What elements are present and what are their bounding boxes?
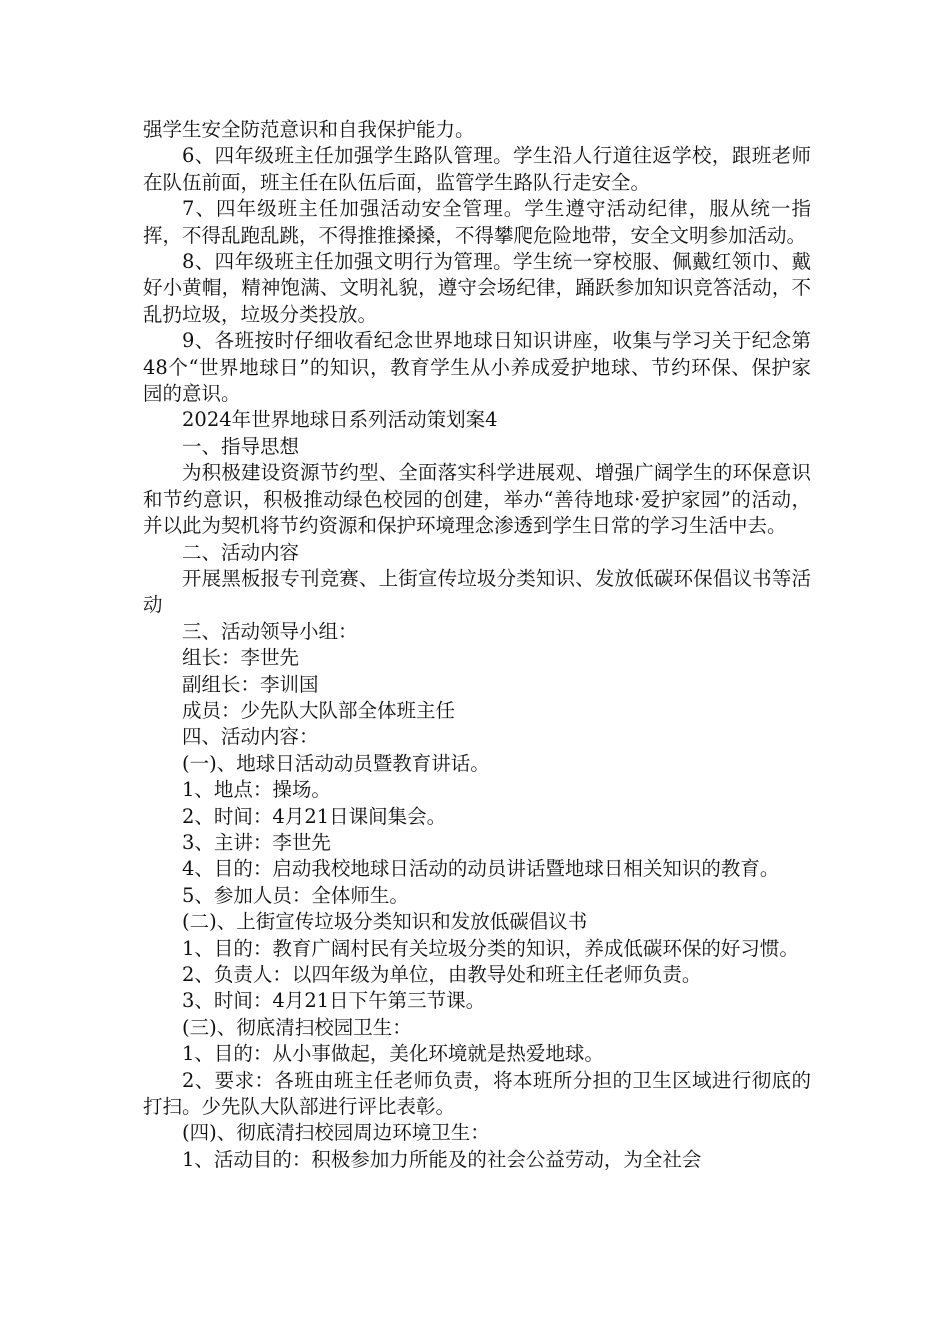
paragraph: 1、目的：从小事做起，美化环境就是热爱地球。 [182, 1042, 604, 1066]
paragraph: 为积极建设资源节约型、全面落实科学进展观、增强广阔学生的环保意识和节约意识，积极推动绿色校园的创建，举办“善待地球·爱护家园”的活动，并以此为契机将节约资源和保护环境理念渗透到学生日常的学习生活中去。 [143, 461, 811, 538]
paragraph: 3、主讲：李世先 [182, 830, 331, 854]
paragraph: (二)、上街宣传垃圾分类知识和发放低碳倡议书 [182, 910, 588, 934]
paragraph: 9、各班按时仔细收看纪念世界地球日知识讲座，收集与学习关于纪念第48个“世界地球日”的知识，教育学生从小养成爱护地球、节约环保、保护家园的意识。 [143, 329, 811, 406]
paragraph: 强学生安全防范意识和自我保护能力。 [143, 118, 475, 141]
paragraph: 三、活动领导小组： [182, 619, 358, 643]
paragraph: 副组长：李训国 [182, 672, 319, 696]
paragraph: 1、目的：教育广阔村民有关垃圾分类的知识，养成低碳环保的好习惯。 [182, 936, 799, 960]
document-body [143, 117, 811, 1173]
paragraph: 2、要求：各班由班主任老师负责，将本班所分担的卫生区域进行彻底的打扫。少先队大队部进行评比表彰。 [143, 1068, 811, 1119]
paragraph: 2、时间：4月21日课间集会。 [182, 804, 447, 828]
paragraph: 四、活动内容： [182, 725, 319, 749]
paragraph: 1、活动目的：积极参加力所能及的社会公益劳动，为全社会 [182, 1147, 702, 1171]
paragraph: 开展黑板报专刊竞赛、上街宣传垃圾分类知识、发放低碳环保倡议书等活动 [143, 566, 811, 617]
paragraph: 1、地点：操场。 [182, 778, 331, 802]
paragraph: (四)、彻底清扫校园周边环境卫生： [182, 1121, 490, 1145]
paragraph: 8、四年级班主任加强文明行为管理。学生统一穿校服、佩戴红领巾、戴好小黄帽，精神饱满、文明礼貌，遵守会场纪律，踊跃参加知识竞答活动，不乱扔垃圾，垃圾分类投放。 [143, 250, 811, 326]
paragraph: 成员：少先队大队部全体班主任 [182, 698, 456, 722]
paragraph: 一、指导思想 [182, 434, 300, 458]
paragraph: 组长：李世先 [182, 646, 300, 670]
paragraph: 2、负责人：以四年级为单位，由教导处和班主任老师负责。 [182, 963, 702, 986]
paragraph: 2024年世界地球日系列活动策划案4 [182, 408, 498, 432]
paragraph: 二、活动内容 [182, 540, 300, 564]
paragraph: (一)、地球日活动动员暨教育讲话。 [182, 751, 490, 775]
paragraph: 6、四年级班主任加强学生路队管理。学生沿人行道往返学校，跟班老师在队伍前面，班主任在队伍后面，监管学生路队行走安全。 [143, 144, 811, 194]
paragraph: 4、目的：启动我校地球日活动的动员讲话暨地球日相关知识的教育。 [182, 857, 780, 881]
paragraph: (三)、彻底清扫校园卫生： [182, 1015, 412, 1039]
paragraph: 3、时间：4月21日下午第三节课。 [182, 989, 486, 1013]
paragraph: 7、四年级班主任加强活动安全管理。学生遵守活动纪律，服从统一指挥，不得乱跑乱跳，不得推推搡搡，不得攀爬危险地带，安全文明参加活动。 [143, 197, 811, 247]
paragraph: 5、参加人员：全体师生。 [182, 883, 409, 907]
